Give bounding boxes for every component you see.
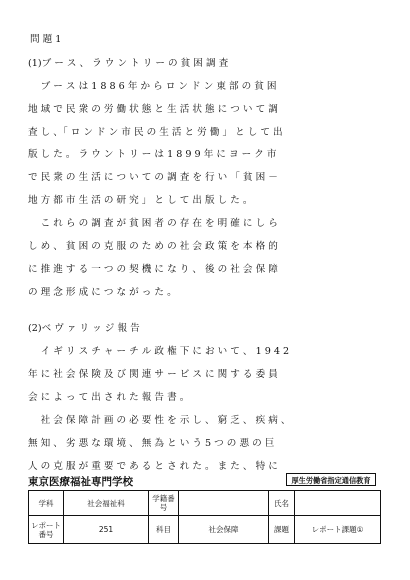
question-label: 問 題 1 [30, 34, 62, 45]
student-no-value [179, 491, 269, 516]
section-2-line-3: 会 に よ っ て 出 さ れ た 報 告 書 。 [28, 392, 190, 403]
section-1-line-3: 査 し 、「 ロ ン ド ン 市 民 の 生 活 と 労 働 」 と し て 出 [28, 127, 283, 138]
accreditation-badge: 厚生労働省指定通信教育 [286, 473, 376, 486]
section-2-line-4: 社 会 保 障 計 画 の 必 要 性 を 示 し 、 窮 乏 、 疾 病 、 [28, 415, 291, 426]
report-info-table [28, 490, 381, 544]
section-1-line-6: 地 方 都 市 生 活 の 研 究 」 と し て 出 版 し た 。 [28, 195, 253, 206]
name-value [295, 491, 381, 516]
report-no-label: レポート番号 [29, 516, 64, 544]
section-1-line-5: で 民 衆 の 生 活 に つ い て の 調 査 を 行 い 「 貧 困 － [28, 172, 278, 183]
assignment-label: 課題 [269, 516, 295, 544]
section-2-heading: (2)ベ ヴ ァ リ ッ ジ 報 告 [28, 323, 140, 334]
section-2-line-1: イ ギ リ ス チ ャ ー チ ル 政 権 下 に お い て 、 1 9 4 2 [28, 346, 290, 357]
section-1-line-10: の 理 念 形 成 に つ な が っ た 。 [28, 287, 177, 298]
student-no-label: 学籍番号 [149, 491, 179, 516]
subject-label: 科目 [149, 516, 179, 544]
section-2-line-2: 年 に 社 会 保 険 及 び 関 連 サ ー ビ ス に 関 す る 委 員 [28, 369, 278, 380]
section-1-line-2: 地 域 で 民 衆 の 労 働 状 態 と 生 活 状 態 に つ い て 調 [28, 104, 278, 115]
section-1-line-9: に 推 進 す る 一 つ の 契 機 に な り 、 後 の 社 会 保 障 [28, 264, 278, 275]
section-1-line-1: ブ ー ス は 1 8 8 6 年 か ら ロ ン ド ン 東 部 の 貧 困 [28, 81, 277, 92]
department-value: 社会福祉科 [64, 491, 149, 516]
name-label: 氏名 [269, 491, 295, 516]
section-2-line-5: 無 知 、 劣 悪 な 環 境 、 無 為 と い う 5 つ の 悪 の 巨 [28, 438, 275, 449]
section-1-heading: (1)ブ ー ス 、 ラ ウ ン ト リ ー の 貧 困 調 査 [28, 58, 229, 69]
assignment-value: レポート課題① [295, 516, 381, 544]
school-name: 東京医療福祉専門学校 [28, 476, 133, 488]
section-2-line-6: 人 の 克 服 が 重 要 で あ る と さ れ た 。 ま た 、 特 に [28, 461, 278, 472]
section-1-line-4: 版 し た 。 ラ ウ ン ト リ ー は 1 8 9 9 年 に ヨ ー ク 市 [28, 149, 277, 160]
section-1-line-7: こ れ ら の 調 査 が 貧 困 者 の 存 在 を 明 確 に し ら [28, 218, 278, 229]
section-1-line-8: し め 、 貧 困 の 克 服 の た め の 社 会 政 策 を 本 格 的 [28, 241, 278, 252]
subject-value: 社会保障 [179, 516, 269, 544]
report-no-value: 251 [64, 516, 149, 544]
department-label: 学科 [29, 491, 64, 516]
